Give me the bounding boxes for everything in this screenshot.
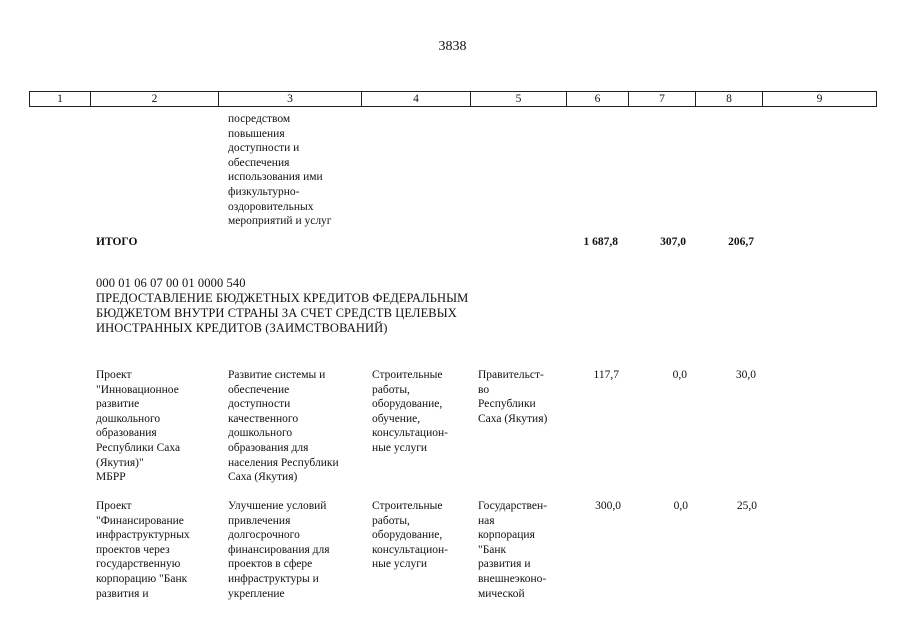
row1-col6: 117,7 [593, 369, 619, 381]
header-col-9: 9 [816, 93, 823, 105]
section-code: 000 01 06 07 00 01 0000 540 [96, 276, 246, 290]
total-label: ИТОГО [96, 236, 138, 248]
header-col-3: 3 [219, 92, 362, 106]
header-col-1: 1 [30, 92, 91, 106]
table-header-row [29, 91, 877, 107]
row2-col2: Проект "Финансирование инфраструктурных проектов через государственную корпорацию "Банк развития и [96, 500, 190, 600]
section-title: ПРЕДОСТАВЛЕНИЕ БЮДЖЕТНЫХ КРЕДИТОВ ФЕДЕРАЛЬНЫМ БЮДЖЕТОМ ВНУТРИ СТРАНЫ ЗА СЧЕТ СРЕДСТВ ЦЕЛЕВЫХ ИНОСТРАННЫХ КРЕДИТОВ (ЗАИМСТВОВАНИЙ) [96, 291, 469, 335]
row2-col5: Государствен- ная корпорация "Банк развития и внешнеэконо- мической [478, 500, 547, 600]
row1-col7: 0,0 [672, 369, 687, 381]
page-number: 3838 [438, 39, 467, 54]
header-col-2: 2 [91, 92, 219, 106]
row1-col4: Строительные работы, оборудование, обучение, консультацион- ные услуги [372, 369, 448, 454]
row2-col6: 300,0 [595, 500, 621, 512]
header-col-6: 6 [567, 92, 629, 106]
total-col6: 1 687,8 [583, 236, 618, 248]
row2-col3: Улучшение условий привлечения долгосрочного финансирования для проектов в сфере инфраструктуры и укрепление [228, 500, 330, 600]
continuation-text: посредством повышения доступности и обеспечения использования ими физкультурно- оздоровительных мероприятий и услуг [228, 113, 332, 228]
row2-col8: 25,0 [736, 500, 757, 512]
row1-col3: Развитие системы и обеспечение доступности качественного дошкольного образования для населения Республики Саха (Якутия) [228, 369, 339, 484]
row2-col7: 0,0 [673, 500, 688, 512]
header-col-8: 8 [696, 92, 763, 106]
header-col-5: 5 [471, 92, 567, 106]
total-col7: 307,0 [660, 236, 686, 248]
row2-col4: Строительные работы, оборудование, консультацион- ные услуги [372, 500, 448, 571]
row1-col2: Проект "Инновационное развитие дошкольного образования Республики Саха (Якутия)" МБРР [96, 369, 181, 484]
header-col-4: 4 [362, 92, 471, 106]
row1-col5: Правительст- во Республики Саха (Якутия) [478, 369, 548, 425]
row1-col8: 30,0 [735, 369, 756, 381]
total-col8: 206,7 [728, 236, 754, 248]
header-col-7: 7 [629, 92, 696, 106]
